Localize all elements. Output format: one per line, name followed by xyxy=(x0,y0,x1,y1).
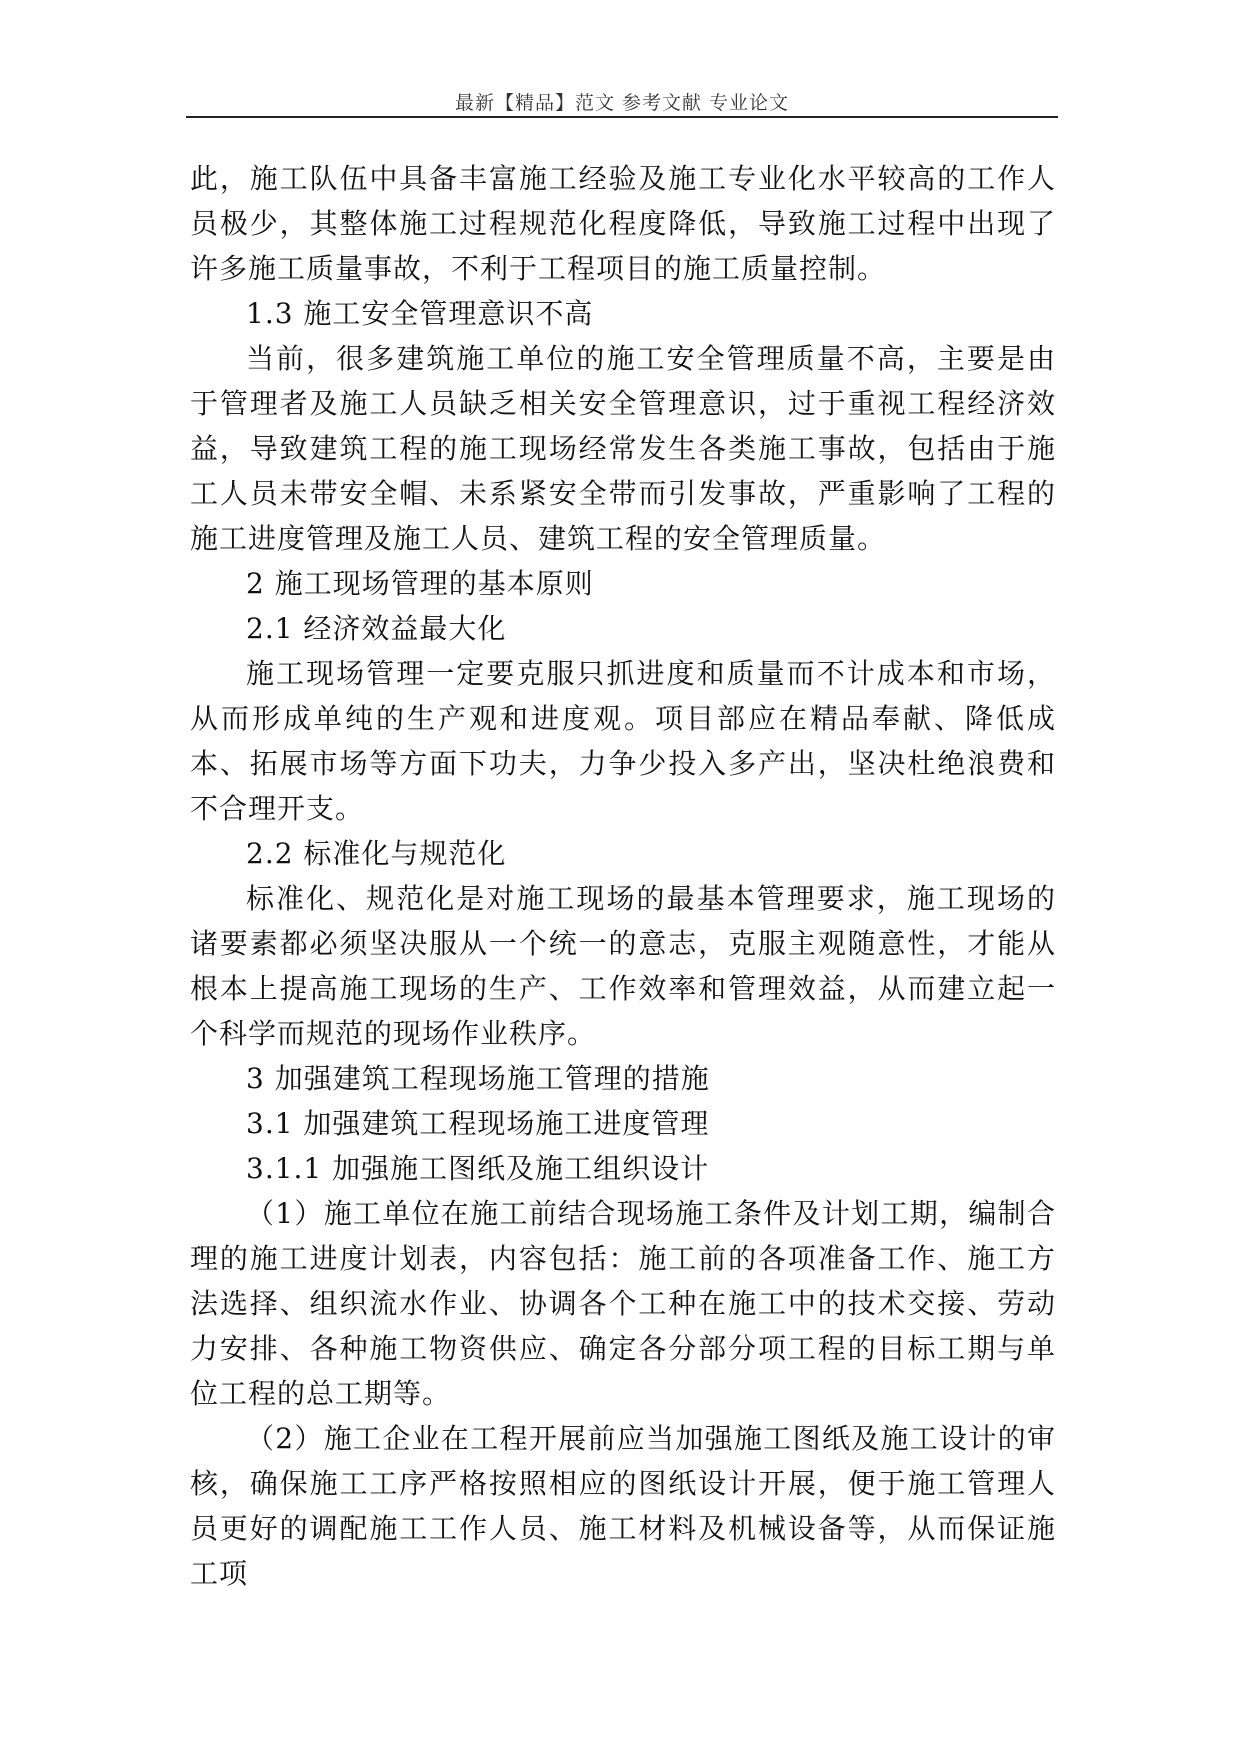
section-heading: 2.2 标准化与规范化 xyxy=(246,837,507,870)
paragraph: 此，施工队伍中具备丰富施工经验及施工专业化水平较高的工作人员极少，其整体施工过程规范化程度降低，导致施工过程中出现了许多施工质量事故，不利于工程项目的施工质量控制。 xyxy=(190,162,1056,285)
section-heading: 3.1 加强建筑工程现场施工进度管理 xyxy=(246,1107,710,1140)
paragraph: （2）施工企业在工程开展前应当加强施工图纸及施工设计的审核，确保施工工序严格按照相应的图纸设计开展，便于施工管理人员更好的调配施工工作人员、施工材料及机械设备等，从而保证施工项 xyxy=(190,1422,1056,1590)
section-heading: 3.1.1 加强施工图纸及施工组织设计 xyxy=(246,1152,710,1185)
header-rule xyxy=(186,116,1058,118)
paragraph: 施工现场管理一定要克服只抓进度和质量而不计成本和市场，从而形成单纯的生产观和进度观。项目部应在精品奉献、降低成本、拓展市场等方面下功夫，力争少投入多产出，坚决杜绝浪费和不合理开支。 xyxy=(190,657,1056,825)
paragraph: 当前，很多建筑施工单位的施工安全管理质量不高，主要是由于管理者及施工人员缺乏相关安全管理意识，过于重视工程经济效益，导致建筑工程的施工现场经常发生各类施工事故，包括由于施工人员未带安全帽、未系紧安全带而引发事故，严重影响了工程的施工进度管理及施工人员、建筑工程的安全管理质量。 xyxy=(190,342,1056,555)
paragraph: （1）施工单位在施工前结合现场施工条件及计划工期，编制合理的施工进度计划表，内容包括：施工前的各项准备工作、施工方法选择、组织流水作业、协调各个工种在施工中的技术交接、劳动力安排、各种施工物资供应、确定各分部分项工程的目标工期与单位工程的总工期等。 xyxy=(190,1197,1056,1410)
section-heading: 2.1 经济效益最大化 xyxy=(246,612,507,645)
section-heading: 3 加强建筑工程现场施工管理的措施 xyxy=(246,1062,710,1095)
section-heading: 2 施工现场管理的基本原则 xyxy=(246,567,594,600)
section-heading: 1.3 施工安全管理意识不高 xyxy=(246,297,594,330)
document-body xyxy=(190,156,1056,1596)
page-header: 最新【精品】范文 参考文献 专业论文 xyxy=(454,92,790,114)
paragraph: 标准化、规范化是对施工现场的最基本管理要求，施工现场的诸要素都必须坚决服从一个统一的意志，克服主观随意性，才能从根本上提高施工现场的生产、工作效率和管理效益，从而建立起一个科学而规范的现场作业秩序。 xyxy=(190,882,1056,1050)
